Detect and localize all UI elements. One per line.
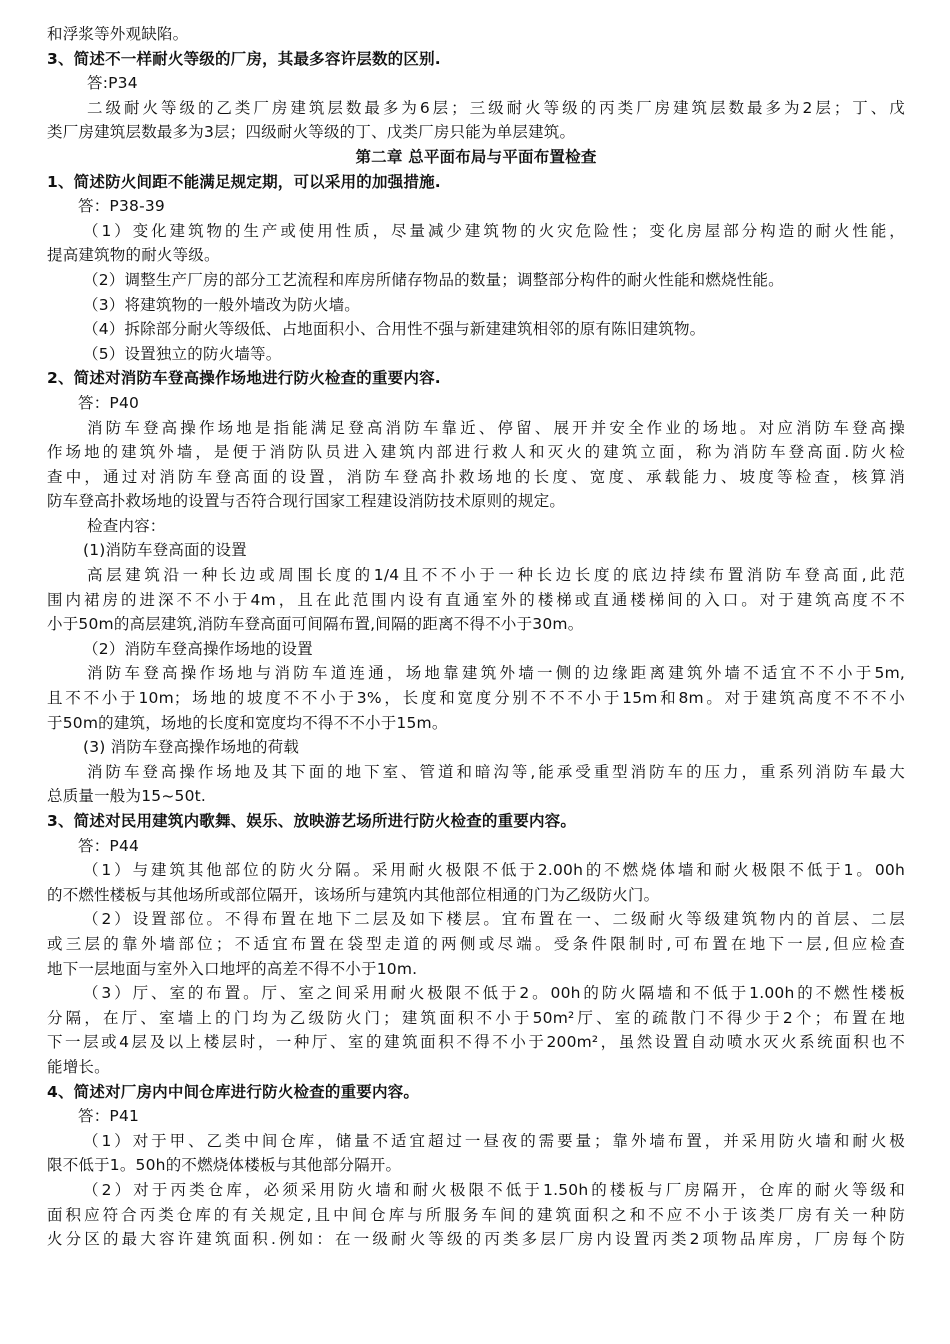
text-line: 检查内容： — [87, 516, 166, 535]
text-line: （1）与建筑其他部位的防火分隔。采用耐火极限不低于2.00h的不燃烧体墙和耐火极限不低于1。00h — [83, 861, 905, 880]
text-line: （3）厅、室的布置。厅、室之间采用耐火极限不低于2。00h的防火隔墙和不低于1.00h的不燃性楼板 — [83, 984, 905, 1003]
heading-line: 第二章 总平面布局与平面布置检查 — [355, 147, 597, 166]
text-line: 答：P40 — [78, 393, 140, 412]
text-line: 作场地的建筑外墙，是便于消防队员进入建筑内部进行救人和灭火的建筑立面，称为消防车登高面.防火检 — [47, 443, 905, 462]
text-line: 消防车登高操作场地与消防车道连通，场地靠建筑外墙一侧的边缘距离建筑外墙不适宜不不小于5m, — [87, 664, 905, 683]
text-line: 的不燃性楼板与其他场所或部位隔开，该场所与建筑内其他部位相通的门为乙级防火门。 — [47, 885, 660, 904]
text-line: （3）将建筑物的一般外墙改为防火墙。 — [83, 295, 360, 314]
text-line: 防车登高扑救场地的设置与否符合现行国家工程建设消防技术原则的规定。 — [47, 492, 566, 511]
text-line: 和浮浆等外观缺陷。 — [47, 25, 189, 43]
text-line: 查中，通过对消防车登高面的设置，消防车登高扑救场地的长度、宽度、承载能力、坡度等检查，核算消 — [47, 467, 905, 486]
text-line: 提高建筑物的耐火等级。 — [47, 246, 220, 265]
text-line: 总质量一般为15~50t. — [47, 787, 207, 806]
text-line: 高层建筑沿一种长边或周围长度的1/4且不不小于一种长边长度的底边持续布置消防车登高面,此范 — [87, 566, 905, 585]
text-line: 消防车登高操作场地及其下面的地下室、管道和暗沟等,能承受重型消防车的压力，重系列消防车最大 — [87, 762, 905, 781]
text-line: 于50m的建筑，场地的长度和宽度均不得不不小于15m。 — [47, 713, 448, 732]
document-page — [47, 22, 905, 1252]
text-line: （1）变化建筑物的生产或使用性质，尽量减少建筑物的火灾危险性；变化房屋部分构造的耐火性能， — [83, 221, 905, 240]
text-line: 答：P44 — [78, 836, 140, 855]
heading-line: 2、简述对消防车登高操作场地进行防火检查的重要内容. — [47, 369, 441, 388]
text-line: 火分区的最大容许建筑面积.例如：在一级耐火等级的丙类多层厂房内设置丙类2项物品库房，厂房每个防 — [47, 1230, 905, 1249]
heading-line: 4、简述对厂房内中间仓库进行防火检查的重要内容。 — [47, 1082, 420, 1101]
heading-line: 3、简述对民用建筑内歌舞、娱乐、放映游艺场所进行防火检查的重要内容。 — [47, 812, 577, 830]
text-line: （1）对于甲、乙类中间仓库，储量不适宜超过一昼夜的需要量；靠外墙布置，并采用防火墙和耐火极 — [83, 1131, 905, 1150]
text-line: 消防车登高操作场地是指能满足登高消防车靠近、停留、展开并安全作业的场地。对应消防车登高操 — [87, 418, 905, 437]
heading-line: 1、简述防火间距不能满足规定期，可以采用的加强措施. — [47, 172, 441, 191]
text-line: 小于50m的高层建筑,消防车登高面可间隔布置,间隔的距离不得不小于30m。 — [47, 615, 584, 634]
text-line: （2）设置部位。不得布置在地下二层及如下楼层。宜布置在一、二级耐火等级建筑物内的首层、二层 — [83, 910, 905, 929]
text-line: （2）对于丙类仓库，必须采用防火墙和耐火极限不低于1.50h的楼板与厂房隔开，仓库的耐火等级和 — [83, 1180, 905, 1199]
text-line: 答：P38-39 — [78, 197, 165, 216]
text-line: 答:P34 — [87, 74, 138, 93]
text-line: (3) 消防车登高操作场地的荷载 — [83, 738, 300, 757]
text-line: 下一层或4层及以上楼层时，一种厅、室的建筑面积不得不小于200m²，虽然设置自动喷水灭火系统面积也不 — [47, 1033, 905, 1052]
text-line: 或三层的靠外墙部位；不适宜布置在袋型走道的两侧或尽端。受条件限制时,可布置在地下一层,但应检查 — [47, 934, 905, 953]
text-line: 能增长。 — [47, 1057, 110, 1076]
text-line: 分隔，在厅、室墙上的门均为乙级防火门；建筑面积不小于50m²厅、室的疏散门不得少于2个；布置在地 — [47, 1008, 905, 1027]
text-line: （5）设置独立的防火墙等。 — [83, 344, 282, 363]
text-line: （2）消防车登高操作场地的设置 — [83, 639, 313, 658]
text-line: （2）调整生产厂房的部分工艺流程和库房所储存物品的数量；调整部分构件的耐火性能和燃烧性能。 — [83, 270, 784, 289]
text-line: 类厂房建筑层数最多为3层；四级耐火等级的丁、戊类厂房只能为单层建筑。 — [47, 123, 576, 142]
text-line: 地下一层地面与室外入口地坪的高差不得不小于10m. — [47, 959, 418, 978]
text-line: 答：P41 — [78, 1107, 140, 1126]
text-line: (1)消防车登高面的设置 — [83, 541, 247, 560]
heading-line: 3、简述不一样耐火等级的厂房，其最多容许层数的区别. — [47, 49, 441, 68]
text-line: 二级耐火等级的乙类厂房建筑层数最多为6层；三级耐火等级的丙类厂房建筑层数最多为2层；丁、戊 — [87, 98, 905, 117]
text-line: 围内裙房的进深不不小于4m，且在此范围内设有直通室外的楼梯或直通楼梯间的入口。对于建筑高度不不 — [47, 590, 905, 609]
text-line: 面积应符合丙类仓库的有关规定,且中间仓库与所服务车间的建筑面积之和不应不小于该类厂房有关一种防 — [47, 1205, 905, 1224]
text-line: 且不不小于10m；场地的坡度不不小于3%，长度和宽度分别不不不小于15m和8m。对于建筑高度不不不小 — [47, 689, 905, 708]
text-line: 限不低于1。50h的不燃烧体楼板与其他部分隔开。 — [47, 1156, 402, 1175]
text-line: （4）拆除部分耐火等级低、占地面积小、合用性不强与新建建筑相邻的原有陈旧建筑物。 — [83, 320, 706, 339]
